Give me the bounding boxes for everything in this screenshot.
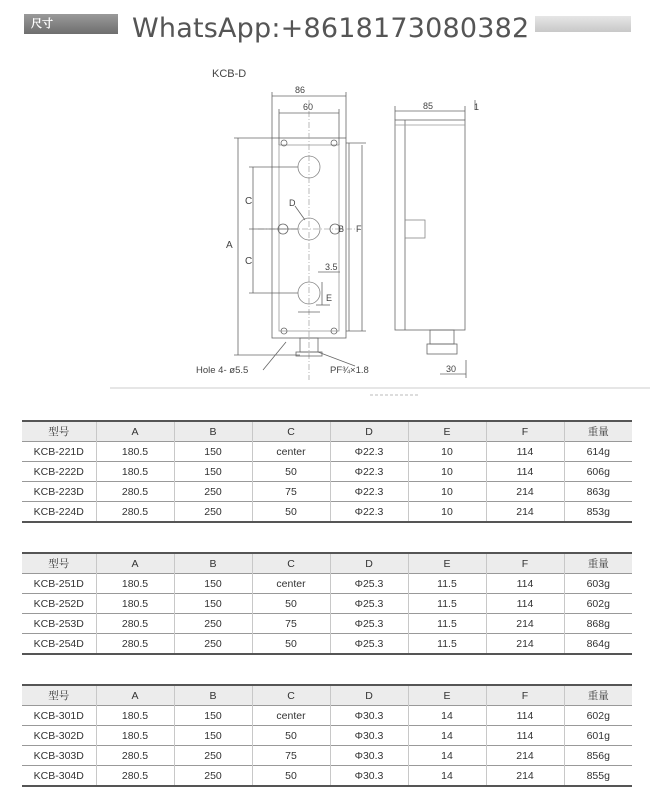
cell-f: 214 <box>486 502 564 523</box>
cell-c: 50 <box>252 502 330 523</box>
table-row <box>22 482 632 502</box>
cell-d: Φ25.3 <box>330 634 408 655</box>
col-f: F <box>486 421 564 442</box>
cell-f: 114 <box>486 726 564 746</box>
cell-weight: 864g <box>586 637 610 650</box>
cell-c: center <box>252 442 330 462</box>
cell-d: Φ22.3 <box>330 502 408 523</box>
cell-model: KCB-221D <box>22 442 96 462</box>
cell-f: 114 <box>486 442 564 462</box>
col-weight: 重量 <box>587 690 609 702</box>
cell-e: 14 <box>408 766 486 787</box>
col-f: F <box>486 553 564 574</box>
cell-weight: 853g <box>586 505 610 518</box>
cell-e: 11.5 <box>408 634 486 655</box>
table-header-row <box>22 685 632 706</box>
col-weight: 重量 <box>587 426 609 438</box>
cell-a: 280.5 <box>96 482 174 502</box>
cell-b: 150 <box>174 574 252 594</box>
cell-b: 250 <box>174 614 252 634</box>
cell-e: 14 <box>408 746 486 766</box>
cell-c: 50 <box>252 594 330 614</box>
cell-a: 280.5 <box>96 614 174 634</box>
cell-d: Φ25.3 <box>330 574 408 594</box>
col-a: A <box>96 553 174 574</box>
cell-b: 150 <box>174 442 252 462</box>
col-a: A <box>96 685 174 706</box>
cell-model: KCB-303D <box>22 746 96 766</box>
cell-b: 150 <box>174 706 252 726</box>
cell-a: 280.5 <box>96 634 174 655</box>
cell-c: 50 <box>252 766 330 787</box>
cell-a: 180.5 <box>96 726 174 746</box>
cell-weight: 606g <box>586 465 610 478</box>
cell-weight: 863g <box>586 485 610 498</box>
cell-f: 114 <box>486 706 564 726</box>
section-badge: 尺寸 <box>24 14 118 34</box>
spec-table-3 <box>22 684 632 787</box>
cell-d: Φ30.3 <box>330 766 408 787</box>
table-header-row <box>22 421 632 442</box>
cell-f: 114 <box>486 462 564 482</box>
col-b: B <box>174 553 252 574</box>
cell-e: 10 <box>408 462 486 482</box>
table-row <box>22 462 632 482</box>
cell-d: Φ25.3 <box>330 594 408 614</box>
cell-a: 180.5 <box>96 574 174 594</box>
side-view-body <box>395 120 465 330</box>
col-e: E <box>408 421 486 442</box>
cell-d: Φ22.3 <box>330 462 408 482</box>
cell-b: 150 <box>174 462 252 482</box>
cell-model: KCB-251D <box>22 574 96 594</box>
cell-e: 10 <box>408 482 486 502</box>
cell-c: 50 <box>252 462 330 482</box>
cell-model: KCB-253D <box>22 614 96 634</box>
col-a: A <box>96 421 174 442</box>
dim-e: E <box>326 293 333 303</box>
cell-c: 50 <box>252 634 330 655</box>
col-c: C <box>252 421 330 442</box>
cell-f: 214 <box>486 634 564 655</box>
cell-c: 75 <box>252 614 330 634</box>
col-model: 型号 <box>22 553 96 574</box>
cell-model: KCB-222D <box>22 462 96 482</box>
cell-b: 250 <box>174 766 252 787</box>
table-row <box>22 706 632 726</box>
col-d: D <box>330 685 408 706</box>
dim-b: B <box>338 224 345 234</box>
cell-f: 214 <box>486 766 564 787</box>
cell-model: KCB-304D <box>22 766 96 787</box>
dim-3-5: 3.5 <box>325 262 338 272</box>
table-row <box>22 502 632 523</box>
table-row <box>22 766 632 787</box>
dim-a: A <box>226 240 233 251</box>
cell-f: 214 <box>486 482 564 502</box>
cell-b: 250 <box>174 746 252 766</box>
col-model: 型号 <box>22 421 96 442</box>
cell-d: Φ30.3 <box>330 746 408 766</box>
cell-b: 150 <box>174 594 252 614</box>
col-model: 型号 <box>22 685 96 706</box>
cell-a: 280.5 <box>96 766 174 787</box>
cell-b: 250 <box>174 482 252 502</box>
col-b: B <box>174 685 252 706</box>
cell-a: 180.5 <box>96 706 174 726</box>
cell-e: 14 <box>408 706 486 726</box>
cell-e: 11.5 <box>408 614 486 634</box>
cell-model: KCB-224D <box>22 502 96 523</box>
table-row <box>22 726 632 746</box>
watermark-text: WhatsApp:+8618173080382 <box>132 13 530 44</box>
table-row <box>22 614 632 634</box>
col-c: C <box>252 553 330 574</box>
col-d: D <box>330 421 408 442</box>
cell-f: 114 <box>486 594 564 614</box>
dim-85: 85 <box>423 101 434 111</box>
col-e: E <box>408 553 486 574</box>
cell-a: 280.5 <box>96 502 174 523</box>
cell-d: Φ30.3 <box>330 706 408 726</box>
cell-model: KCB-223D <box>22 482 96 502</box>
cell-c: center <box>252 706 330 726</box>
cell-d: Φ25.3 <box>330 614 408 634</box>
cell-model: KCB-302D <box>22 726 96 746</box>
cell-f: 114 <box>486 574 564 594</box>
table-row <box>22 594 632 614</box>
cell-c: 75 <box>252 746 330 766</box>
dim-86: 86 <box>295 85 306 95</box>
cell-b: 250 <box>174 502 252 523</box>
col-e: E <box>408 685 486 706</box>
col-b: B <box>174 421 252 442</box>
cell-d: Φ30.3 <box>330 726 408 746</box>
col-weight: 重量 <box>587 558 609 570</box>
cell-e: 11.5 <box>408 574 486 594</box>
dim-f: F <box>356 224 362 234</box>
cell-f: 214 <box>486 746 564 766</box>
cell-a: 180.5 <box>96 594 174 614</box>
cell-c: 50 <box>252 726 330 746</box>
dim-1: 1 <box>474 102 480 112</box>
col-d: D <box>330 553 408 574</box>
cell-d: Φ22.3 <box>330 442 408 462</box>
table-row <box>22 442 632 462</box>
cell-model: KCB-301D <box>22 706 96 726</box>
cell-model: KCB-254D <box>22 634 96 655</box>
table-header-row <box>22 553 632 574</box>
cell-weight: 856g <box>586 749 610 762</box>
dim-c-lower: C <box>245 256 253 267</box>
cell-e: 14 <box>408 726 486 746</box>
cell-e: 11.5 <box>408 594 486 614</box>
hole-note: Hole 4- ø5.5 <box>196 365 249 376</box>
dim-d: D <box>289 198 296 208</box>
dim-c-upper: C <box>245 196 253 207</box>
table-row <box>22 634 632 655</box>
table-row <box>22 574 632 594</box>
cell-model: KCB-252D <box>22 594 96 614</box>
col-f: F <box>486 685 564 706</box>
cell-weight: 603g <box>586 577 610 590</box>
drawing-title: KCB-D <box>212 68 247 80</box>
cell-f: 214 <box>486 614 564 634</box>
dim-30: 30 <box>446 364 457 374</box>
pf-note: PF¾×1.8 <box>330 365 369 376</box>
cell-b: 150 <box>174 726 252 746</box>
cell-a: 180.5 <box>96 442 174 462</box>
cell-e: 10 <box>408 502 486 523</box>
cell-weight: 868g <box>586 617 610 630</box>
cell-weight: 601g <box>586 729 610 742</box>
table-row <box>22 746 632 766</box>
spec-table-1 <box>22 420 632 523</box>
cell-weight: 602g <box>586 597 610 610</box>
cell-c: center <box>252 574 330 594</box>
cell-weight: 602g <box>586 709 610 722</box>
cell-c: 75 <box>252 482 330 502</box>
cell-weight: 614g <box>586 445 610 458</box>
cell-weight: 855g <box>586 769 610 782</box>
spec-table-2 <box>22 552 632 655</box>
cell-b: 250 <box>174 634 252 655</box>
cell-a: 280.5 <box>96 746 174 766</box>
dim-60: 60 <box>303 102 314 112</box>
cell-a: 180.5 <box>96 462 174 482</box>
cell-d: Φ22.3 <box>330 482 408 502</box>
col-c: C <box>252 685 330 706</box>
cell-e: 10 <box>408 442 486 462</box>
